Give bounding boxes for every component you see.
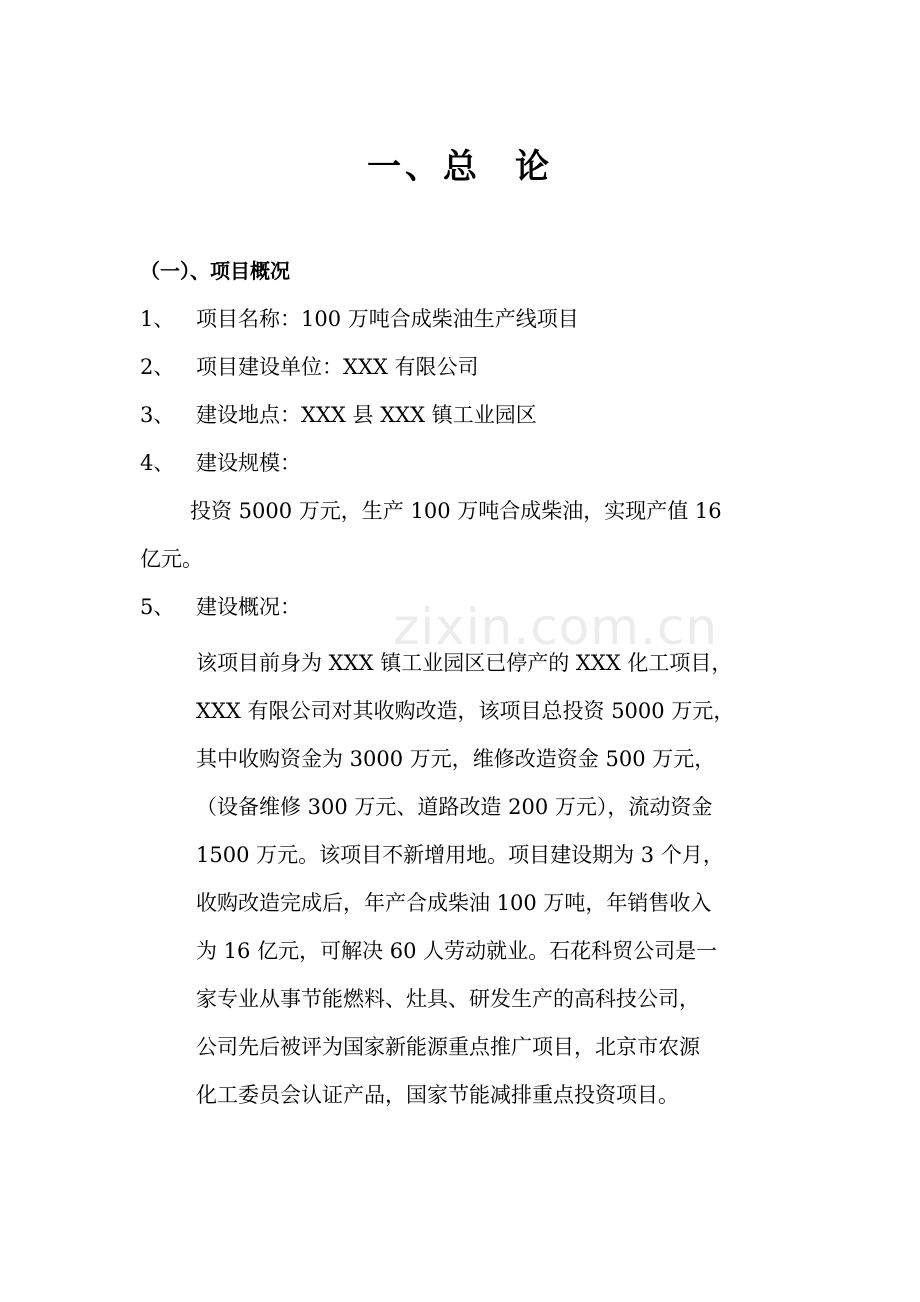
list-item — [140, 399, 537, 431]
paragraph-line: 家专业从事节能燃料、灶具、研发生产的高科技公司， — [196, 987, 700, 1011]
list-item-number: 1、 — [140, 307, 175, 331]
list-item — [140, 447, 301, 479]
paragraph-line: （设备维修 300 万元、道路改造 200 万元），流动资金 — [196, 795, 713, 819]
section-heading: （一）、项目概况 — [140, 259, 290, 283]
scale-paragraph-line-1: 投资 5000 万元，生产 100 万吨合成柴油，实现产值 16 — [190, 499, 722, 523]
list-item-text: 建设概况： — [196, 595, 301, 619]
watermark: zixin.com.cn — [393, 598, 719, 656]
list-item — [140, 351, 479, 383]
list-item-text: 项目建设单位：XXX 有限公司 — [196, 355, 479, 379]
list-item-number: 3、 — [140, 403, 175, 427]
overview-paragraph — [196, 639, 734, 1119]
page-title — [0, 143, 920, 191]
scale-paragraph-line-2: 亿元。 — [140, 547, 203, 571]
list-item-text: 建设规模： — [196, 451, 301, 475]
list-item — [140, 591, 301, 623]
paragraph-line: 该项目前身为 XXX 镇工业园区已停产的 XXX 化工项目， — [196, 651, 733, 675]
list-item-text: 建设地点：XXX 县 XXX 镇工业园区 — [196, 403, 537, 427]
paragraph-line: 公司先后被评为国家新能源重点推广项目，北京市农源 — [196, 1035, 700, 1059]
title-part-2: 论 — [515, 147, 553, 187]
paragraph-line: 化工委员会认证产品，国家节能减排重点投资项目。 — [196, 1083, 679, 1107]
title-part-1: 一、总 — [367, 147, 481, 187]
paragraph-line: 收购改造完成后，年产合成柴油 100 万吨，年销售收入 — [196, 891, 712, 915]
list-item — [140, 303, 579, 335]
list-item-number: 2、 — [140, 355, 175, 379]
list-item-number: 4、 — [140, 451, 175, 475]
paragraph-line: XXX 有限公司对其收购改造，该项目总投资 5000 万元， — [196, 699, 735, 723]
list-item-number: 5、 — [140, 595, 175, 619]
list-item-text: 项目名称：100 万吨合成柴油生产线项目 — [196, 307, 579, 331]
paragraph-line: 1500 万元。该项目不新增用地。项目建设期为 3 个月， — [196, 843, 724, 867]
paragraph-line: 其中收购资金为 3000 万元，维修改造资金 500 万元， — [196, 747, 716, 771]
paragraph-line: 为 16 亿元，可解决 60 人劳动就业。石花科贸公司是一 — [196, 939, 718, 963]
